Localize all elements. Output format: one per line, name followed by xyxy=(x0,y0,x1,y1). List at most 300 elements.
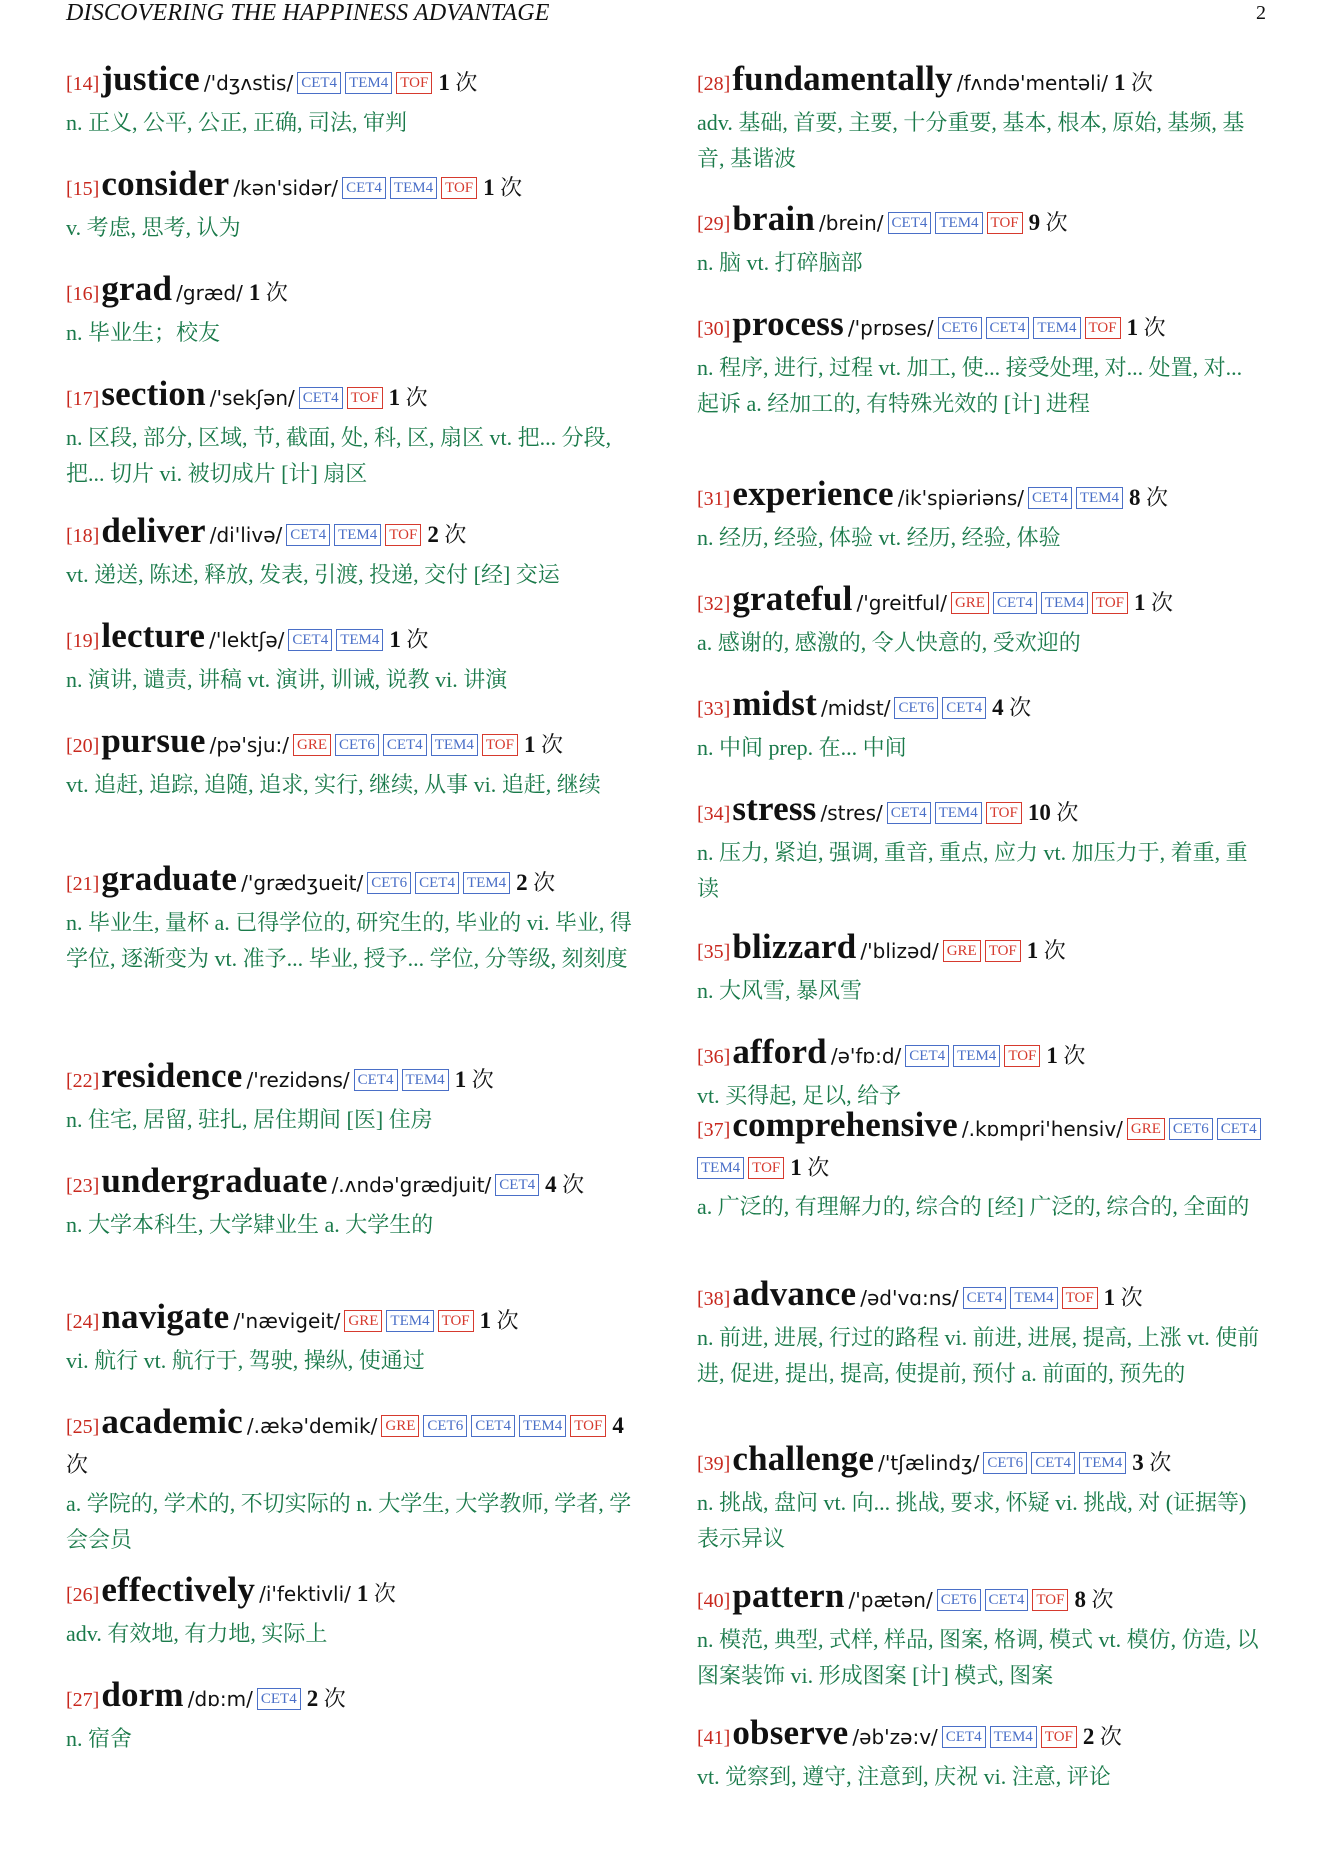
entry-headline xyxy=(697,580,1267,623)
definition: n. 正义, 公平, 公正, 正确, 司法, 审判 xyxy=(66,110,408,135)
count-value: 1 xyxy=(1046,1043,1058,1068)
vocab-entry xyxy=(697,1577,1267,1694)
page-header xyxy=(66,0,1266,26)
occurrence-count xyxy=(480,1308,519,1333)
count-value: 10 xyxy=(1027,800,1051,825)
count-unit: 次 xyxy=(1085,1587,1114,1612)
occurrence-count xyxy=(1074,1587,1113,1612)
entry-headline xyxy=(66,1676,636,1719)
phonetic: /græd/ xyxy=(176,281,243,305)
exam-tag: TEM4 xyxy=(953,1045,1000,1067)
entry-number: [26] xyxy=(66,1584,100,1606)
definition: adv. 基础, 首要, 主要, 十分重要, 基本, 根本, 原始, 基频, 基音, 基谐波 xyxy=(697,110,1245,171)
entry-number: [35] xyxy=(697,941,731,963)
count-value: 9 xyxy=(1028,210,1041,235)
exam-tag: TEM4 xyxy=(697,1157,744,1179)
exam-tag: CET4 xyxy=(963,1287,1007,1309)
definition: n. 区段, 部分, 区域, 节, 截面, 处, 科, 区, 扇区 vt. 把... 分段, 把... 切片 vi. 被切成片 [计] 扇区 xyxy=(66,425,612,486)
definition: a. 广泛的, 有理解力的, 综合的 [经] 广泛的, 综合的, 全面的 xyxy=(697,1194,1250,1219)
exam-tag: CET4 xyxy=(1217,1118,1261,1140)
entry-headline xyxy=(697,1440,1267,1483)
definition: adv. 有效地, 有力地, 实际上 xyxy=(66,1621,328,1646)
count-value: 1 xyxy=(523,732,536,757)
entry-number: [37] xyxy=(697,1119,731,1141)
entry-headline xyxy=(697,790,1267,833)
occurrence-count xyxy=(249,280,288,305)
definition: vt. 递送, 陈述, 释放, 发表, 引渡, 投递, 交付 [经] 交运 xyxy=(66,562,560,587)
exam-tag: TOF xyxy=(748,1157,784,1179)
exam-tag: CET4 xyxy=(942,697,986,719)
entry-headline xyxy=(66,1403,636,1484)
entry-number: [27] xyxy=(66,1689,100,1711)
occurrence-count xyxy=(992,695,1031,720)
phonetic: /pə'sju:/ xyxy=(209,733,289,757)
phonetic: /'tʃælindʒ/ xyxy=(878,1451,980,1475)
vocab-entry xyxy=(697,685,1267,766)
exam-tag: CET4 xyxy=(286,524,330,546)
entry-number: [25] xyxy=(66,1416,100,1438)
entry-number: [28] xyxy=(697,73,731,95)
entry-headline xyxy=(66,617,636,660)
vocab-entry xyxy=(66,165,636,246)
exam-tags xyxy=(344,1308,477,1333)
entry-number: [41] xyxy=(697,1727,731,1749)
vocab-entry xyxy=(697,790,1267,907)
definition: vt. 买得起, 足以, 给予 xyxy=(697,1083,902,1108)
exam-tags xyxy=(983,1450,1130,1475)
definition: a. 学院的, 学术的, 不切实际的 n. 大学生, 大学教师, 学者, 学会会员 xyxy=(66,1491,632,1552)
exam-tags xyxy=(342,175,481,200)
count-unit: 次 xyxy=(527,870,556,895)
headword: stress xyxy=(732,789,817,828)
exam-tags xyxy=(293,732,522,757)
count-unit: 次 xyxy=(1038,938,1066,963)
count-value: 4 xyxy=(992,695,1004,720)
exam-tag: CET4 xyxy=(993,592,1037,614)
headword: midst xyxy=(732,684,817,723)
entry-headline xyxy=(697,200,1267,243)
exam-tag: CET6 xyxy=(335,734,379,756)
exam-tag: CET6 xyxy=(423,1415,467,1437)
count-unit: 次 xyxy=(556,1172,585,1197)
headword: process xyxy=(732,304,844,343)
exam-tag: TEM4 xyxy=(935,212,982,234)
vocab-entry xyxy=(697,1714,1267,1795)
headword: fundamentally xyxy=(732,59,953,98)
definition: vt. 追赶, 追踪, 追随, 追求, 实行, 继续, 从事 vi. 追赶, 继续 xyxy=(66,772,601,797)
vocab-entry xyxy=(66,270,636,351)
phonetic: /brein/ xyxy=(819,211,884,235)
exam-tag: CET6 xyxy=(1169,1118,1213,1140)
entry-number: [32] xyxy=(697,593,731,615)
count-unit: 次 xyxy=(449,70,478,95)
count-value: 2 xyxy=(306,1686,319,1711)
entry-headline xyxy=(697,1577,1267,1620)
exam-tag: TEM4 xyxy=(1041,592,1088,614)
exam-tag: GRE xyxy=(1127,1118,1165,1140)
exam-tag: GRE xyxy=(293,734,331,756)
count-unit: 次 xyxy=(368,1581,396,1606)
count-value: 1 xyxy=(1134,590,1146,615)
exam-tag: TEM4 xyxy=(935,802,982,824)
exam-tags xyxy=(938,315,1125,340)
occurrence-count xyxy=(307,1686,346,1711)
definition: n. 宿舍 xyxy=(66,1726,133,1751)
count-value: 1 xyxy=(454,1067,467,1092)
phonetic: /stres/ xyxy=(820,801,883,825)
vocab-entry xyxy=(66,860,636,977)
headword: consider xyxy=(101,164,230,203)
exam-tag: TEM4 xyxy=(402,1069,449,1091)
exam-tags xyxy=(894,695,990,720)
headword: brain xyxy=(732,199,816,238)
entry-headline xyxy=(697,1033,1267,1076)
count-unit: 次 xyxy=(494,175,523,200)
headword: academic xyxy=(101,1402,243,1441)
exam-tags xyxy=(381,1413,610,1438)
exam-tag: CET4 xyxy=(471,1415,515,1437)
exam-tags xyxy=(951,590,1132,615)
definition: n. 大学本科生, 大学肄业生 a. 大学生的 xyxy=(66,1212,434,1237)
exam-tag: TEM4 xyxy=(1033,317,1080,339)
exam-tags xyxy=(367,870,514,895)
count-value: 1 xyxy=(248,280,261,305)
count-unit: 次 xyxy=(438,522,467,547)
count-unit: 次 xyxy=(400,385,428,410)
entry-headline xyxy=(66,722,636,765)
definition: n. 毕业生；校友 xyxy=(66,320,221,345)
entry-number: [21] xyxy=(66,873,100,895)
headword: pattern xyxy=(732,1576,845,1615)
entry-number: [15] xyxy=(66,178,100,200)
occurrence-count xyxy=(1127,315,1166,340)
entry-headline xyxy=(66,860,636,903)
exam-tag: CET6 xyxy=(938,317,982,339)
exam-tags xyxy=(1028,485,1127,510)
exam-tag: CET4 xyxy=(887,802,931,824)
occurrence-count xyxy=(389,385,428,410)
vocab-entry xyxy=(697,580,1267,661)
count-unit: 次 xyxy=(1143,1450,1172,1475)
count-unit: 次 xyxy=(400,627,429,652)
entry-number: [30] xyxy=(697,318,731,340)
phonetic: /'sekʃən/ xyxy=(209,386,295,410)
exam-tag: TOF xyxy=(985,940,1021,962)
occurrence-count xyxy=(516,870,555,895)
entry-headline xyxy=(66,375,636,418)
exam-tag: TEM4 xyxy=(386,1310,433,1332)
exam-tag: TOF xyxy=(438,1310,474,1332)
occurrence-count xyxy=(455,1067,494,1092)
definition: n. 毕业生, 量杯 a. 已得学位的, 研究生的, 毕业的 vi. 毕业, 得学位, 逐渐变为 vt. 准予... 毕业, 授予... 学位, 分等级, 刻刻度 xyxy=(66,910,632,971)
occurrence-count xyxy=(1029,210,1068,235)
occurrence-count xyxy=(524,732,563,757)
phonetic: /dɒ:m/ xyxy=(187,1687,253,1711)
count-unit: 次 xyxy=(260,280,288,305)
count-unit: 次 xyxy=(491,1308,519,1333)
count-value: 1 xyxy=(1103,1285,1116,1310)
definition: n. 前进, 进展, 行过的路程 vi. 前进, 进展, 提高, 上涨 vt. 使前进, 促进, 提出, 提高, 使提前, 预付 a. 前面的, 预先的 xyxy=(697,1325,1260,1386)
exam-tag: TOF xyxy=(385,524,421,546)
count-unit: 次 xyxy=(1094,1724,1122,1749)
phonetic: /əd'vɑ:ns/ xyxy=(860,1286,959,1310)
exam-tag: GRE xyxy=(951,592,989,614)
document-title: DISCOVERING THE HAPPINESS ADVANTAGE xyxy=(66,0,550,26)
exam-tag: CET4 xyxy=(383,734,427,756)
exam-tags xyxy=(942,1724,1081,1749)
page-number: 2 xyxy=(1256,2,1266,24)
exam-tag: CET4 xyxy=(986,317,1030,339)
headword: undergraduate xyxy=(101,1161,328,1200)
exam-tag: CET6 xyxy=(937,1589,981,1611)
definition: v. 考虑, 思考, 认为 xyxy=(66,215,241,240)
count-value: 1 xyxy=(790,1155,802,1180)
headword: effectively xyxy=(101,1570,256,1609)
vocab-entry xyxy=(697,475,1267,556)
count-unit: 次 xyxy=(1003,695,1032,720)
vocab-entry xyxy=(697,1275,1267,1392)
count-value: 4 xyxy=(545,1172,557,1197)
definition: n. 模范, 典型, 式样, 样品, 图案, 格调, 模式 vt. 模仿, 仿造, 以图案装饰 vi. 形成图案 [计] 模式, 图案 xyxy=(697,1627,1259,1688)
entry-number: [18] xyxy=(66,525,100,547)
occurrence-count xyxy=(357,1581,396,1606)
phonetic: /'lektʃə/ xyxy=(209,628,285,652)
exam-tag: CET4 xyxy=(297,72,341,94)
exam-tag: TOF xyxy=(1085,317,1121,339)
count-value: 1 xyxy=(389,627,401,652)
phonetic: /'prɒses/ xyxy=(847,316,934,340)
exam-tags xyxy=(286,522,425,547)
exam-tag: GRE xyxy=(344,1310,382,1332)
exam-tag: TOF xyxy=(482,734,518,756)
occurrence-count xyxy=(1046,1043,1085,1068)
entry-number: [22] xyxy=(66,1070,100,1092)
exam-tags xyxy=(297,70,436,95)
count-value: 2 xyxy=(427,522,439,547)
entry-number: [29] xyxy=(697,213,731,235)
occurrence-count xyxy=(1134,590,1173,615)
entry-number: [16] xyxy=(66,283,100,305)
vocab-entry xyxy=(66,1057,636,1138)
exam-tag: CET4 xyxy=(1028,487,1072,509)
exam-tag: TOF xyxy=(347,387,383,409)
entry-headline xyxy=(697,305,1267,348)
entry-headline xyxy=(66,270,636,313)
definition: n. 演讲, 谴责, 讲稿 vt. 演讲, 训诫, 说教 vi. 讲演 xyxy=(66,667,508,692)
exam-tags xyxy=(887,800,1026,825)
definition: n. 大风雪, 暴风雪 xyxy=(697,978,863,1003)
exam-tag: TEM4 xyxy=(1076,487,1123,509)
count-value: 1 xyxy=(1026,938,1039,963)
exam-tag: TOF xyxy=(1032,1589,1068,1611)
exam-tag: TEM4 xyxy=(336,629,383,651)
phonetic: /ik'spiəriəns/ xyxy=(897,486,1024,510)
phonetic: /i'fektivli/ xyxy=(259,1582,351,1606)
exam-tag: TEM4 xyxy=(990,1726,1037,1748)
headword: grad xyxy=(101,269,173,308)
headword: observe xyxy=(732,1713,849,1752)
count-value: 1 xyxy=(479,1308,492,1333)
exam-tag: TOF xyxy=(1041,1726,1077,1748)
count-unit: 次 xyxy=(1115,1285,1143,1310)
count-value: 1 xyxy=(1126,315,1139,340)
entry-number: [23] xyxy=(66,1175,100,1197)
count-value: 8 xyxy=(1129,485,1141,510)
count-unit: 次 xyxy=(1138,315,1166,340)
occurrence-count xyxy=(389,627,428,652)
exam-tag: CET4 xyxy=(257,1688,301,1710)
vocab-entry xyxy=(66,617,636,698)
exam-tag: CET4 xyxy=(299,387,343,409)
entry-number: [19] xyxy=(66,630,100,652)
exam-tag: CET4 xyxy=(888,212,932,234)
definition: a. 感谢的, 感激的, 令人快意的, 受欢迎的 xyxy=(697,630,1081,655)
exam-tag: TEM4 xyxy=(1079,1452,1126,1474)
exam-tags xyxy=(257,1686,305,1711)
occurrence-count xyxy=(427,522,466,547)
count-unit: 次 xyxy=(1040,210,1068,235)
count-value: 2 xyxy=(1082,1724,1095,1749)
headword: challenge xyxy=(732,1439,875,1478)
vocab-entry xyxy=(66,1571,636,1652)
headword: dorm xyxy=(101,1675,184,1714)
entry-number: [14] xyxy=(66,73,100,95)
count-value: 3 xyxy=(1132,1450,1144,1475)
exam-tag: TOF xyxy=(986,802,1022,824)
exam-tag: TEM4 xyxy=(431,734,478,756)
phonetic: /'greitful/ xyxy=(856,591,947,615)
exam-tag: CET6 xyxy=(983,1452,1027,1474)
occurrence-count xyxy=(545,1172,584,1197)
phonetic: /'pætən/ xyxy=(848,1588,933,1612)
exam-tag: CET4 xyxy=(905,1045,949,1067)
phonetic: /.kɒmpri'hensiv/ xyxy=(961,1117,1123,1141)
count-unit: 次 xyxy=(1050,800,1079,825)
vocab-entry xyxy=(66,1403,636,1558)
occurrence-count xyxy=(1104,1285,1143,1310)
headword: blizzard xyxy=(732,927,857,966)
entry-headline xyxy=(66,165,636,208)
phonetic: /əb'zə:v/ xyxy=(852,1725,938,1749)
count-unit: 次 xyxy=(535,732,563,757)
occurrence-count xyxy=(1132,1450,1171,1475)
exam-tag: TOF xyxy=(1062,1287,1098,1309)
exam-tags xyxy=(288,627,387,652)
count-value: 2 xyxy=(516,870,528,895)
count-value: 1 xyxy=(1114,70,1126,95)
exam-tag: TEM4 xyxy=(519,1415,566,1437)
exam-tag: GRE xyxy=(943,940,981,962)
phonetic: /.ækə'demik/ xyxy=(246,1414,378,1438)
exam-tag: TOF xyxy=(570,1415,606,1437)
headword: graduate xyxy=(101,859,238,898)
entry-headline xyxy=(66,60,636,103)
exam-tag: TOF xyxy=(441,177,477,199)
phonetic: /'dʒʌstis/ xyxy=(203,71,294,95)
exam-tags xyxy=(888,210,1027,235)
phonetic: /'grædʒueit/ xyxy=(241,871,364,895)
occurrence-count xyxy=(1129,485,1168,510)
exam-tag: TOF xyxy=(1092,592,1128,614)
entry-headline xyxy=(66,1162,636,1205)
definition: n. 挑战, 盘问 vt. 向... 挑战, 要求, 怀疑 vi. 挑战, 对 (证据等) 表示异议 xyxy=(697,1490,1247,1551)
phonetic: /fʌndə'mentəli/ xyxy=(956,71,1108,95)
exam-tag: CET6 xyxy=(894,697,938,719)
occurrence-count xyxy=(1028,800,1079,825)
count-value: 1 xyxy=(438,70,450,95)
occurrence-count xyxy=(1083,1724,1122,1749)
entry-headline xyxy=(697,60,1267,103)
definition: vt. 觉察到, 遵守, 注意到, 庆祝 vi. 注意, 评论 xyxy=(697,1764,1111,1789)
occurrence-count xyxy=(483,175,522,200)
definition: n. 脑 vt. 打碎脑部 xyxy=(697,250,863,275)
entry-headline xyxy=(697,928,1267,971)
count-value: 1 xyxy=(388,385,401,410)
phonetic: /'blizəd/ xyxy=(860,939,939,963)
exam-tags xyxy=(943,938,1025,963)
exam-tags xyxy=(905,1043,1044,1068)
entry-number: [36] xyxy=(697,1046,731,1068)
exam-tag: CET4 xyxy=(495,1174,539,1196)
entry-headline xyxy=(66,1571,636,1614)
entry-number: [39] xyxy=(697,1453,731,1475)
occurrence-count xyxy=(1027,938,1066,963)
entry-headline xyxy=(697,1106,1267,1187)
headword: pursue xyxy=(101,721,206,760)
headword: lecture xyxy=(101,616,206,655)
count-unit: 次 xyxy=(801,1155,830,1180)
headword: justice xyxy=(101,59,200,98)
headword: comprehensive xyxy=(732,1105,958,1144)
entry-number: [20] xyxy=(66,735,100,757)
vocab-entry xyxy=(697,928,1267,1009)
headword: afford xyxy=(732,1032,827,1071)
exam-tag: CET4 xyxy=(415,872,459,894)
definition: n. 经历, 经验, 体验 vt. 经历, 经验, 体验 xyxy=(697,525,1061,550)
vocab-entry xyxy=(66,1676,636,1757)
count-unit: 次 xyxy=(466,1067,494,1092)
entry-headline xyxy=(66,1298,636,1341)
exam-tag: CET4 xyxy=(288,629,332,651)
exam-tags xyxy=(963,1285,1102,1310)
phonetic: /'nævigeit/ xyxy=(233,1309,341,1333)
phonetic: /kən'sidər/ xyxy=(233,176,339,200)
vocab-entry xyxy=(66,60,636,141)
exam-tags xyxy=(495,1172,543,1197)
count-value: 1 xyxy=(483,175,495,200)
vocab-entry xyxy=(66,375,636,492)
entry-headline xyxy=(697,685,1267,728)
occurrence-count xyxy=(438,70,477,95)
entry-headline xyxy=(66,512,636,555)
definition: n. 程序, 进行, 过程 vt. 加工, 使... 接受处理, 对... 处置, 对... 起诉 a. 经加工的, 有特殊光效的 [计] 进程 xyxy=(697,355,1243,416)
exam-tags xyxy=(299,385,387,410)
entry-number: [31] xyxy=(697,488,731,510)
exam-tag: CET4 xyxy=(342,177,386,199)
phonetic: /.ʌndə'grædjuit/ xyxy=(331,1173,492,1197)
exam-tags xyxy=(354,1067,453,1092)
headword: section xyxy=(101,374,206,413)
entry-number: [40] xyxy=(697,1590,731,1612)
exam-tag: TOF xyxy=(1004,1045,1040,1067)
headword: residence xyxy=(101,1056,243,1095)
vocab-entry xyxy=(66,722,636,803)
headword: navigate xyxy=(101,1297,230,1336)
vocab-entry xyxy=(697,305,1267,422)
definition: n. 住宅, 居留, 驻扎, 居住期间 [医] 住房 xyxy=(66,1107,433,1132)
vocab-entry xyxy=(66,1298,636,1379)
vocab-entry xyxy=(66,512,636,593)
